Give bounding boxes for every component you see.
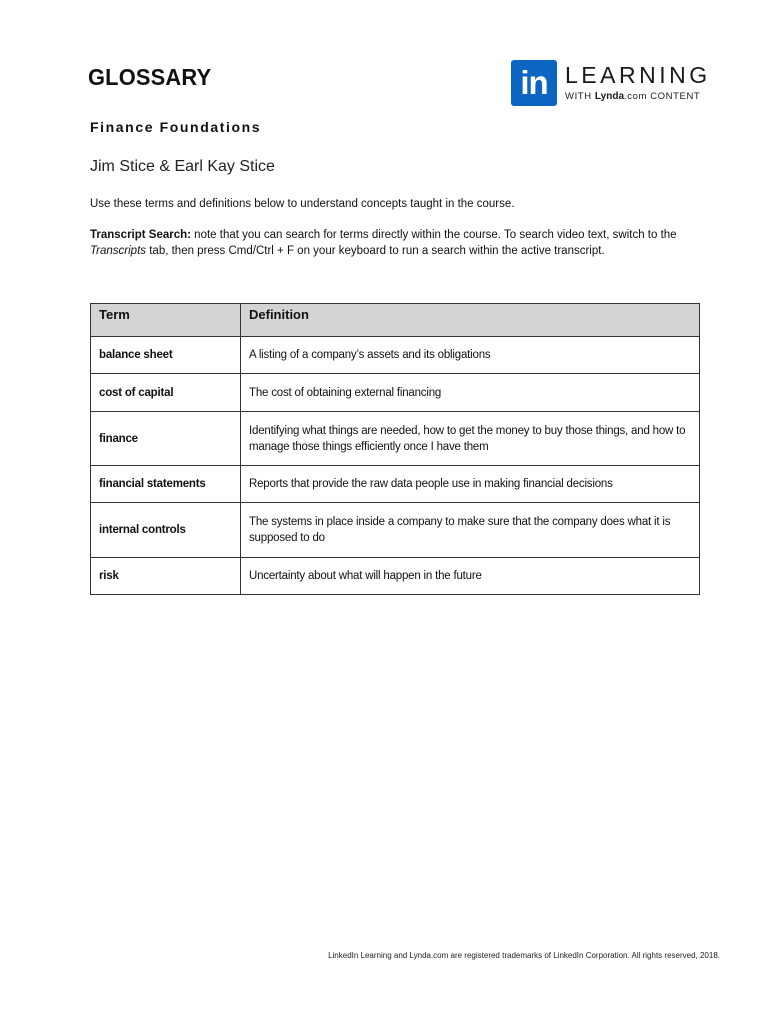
table-row (91, 337, 700, 374)
column-header-term: Term (91, 304, 241, 337)
definition-cell: A listing of a company’s assets and its obligations (241, 337, 700, 374)
footer-trademark: LinkedIn Learning and Lynda.com are registered trademarks of LinkedIn Corporation. All rights reserved, 2018. (328, 951, 720, 960)
transcript-search-text-1: note that you can search for terms directly within the course. To search video text, switch to the (190, 229, 677, 241)
definition-cell: Reports that provide the raw data people use in making financial decisions (241, 466, 700, 503)
definition-cell: Uncertainty about what will happen in the future (241, 558, 700, 595)
logo-tagline-prefix: WITH (565, 91, 595, 102)
transcript-search-text-2: tab, then press Cmd/Ctrl + F on your keyboard to run a search within the active transcript. (146, 244, 605, 257)
table-header-row (91, 304, 700, 337)
logo-tagline-brand: Lynda (594, 91, 624, 102)
term-cell: balance sheet (91, 337, 241, 374)
column-header-definition: Definition (241, 304, 700, 337)
definition-cell: The systems in place inside a company to make sure that the company does what it is supposed to do (241, 503, 700, 558)
course-name: Finance Foundations (90, 119, 262, 135)
logo-tagline (565, 91, 700, 102)
definition-cell: Identifying what things are needed, how to get the money to buy those things, and how to manage those things efficiently once I have them (241, 412, 700, 466)
table-row (91, 412, 700, 466)
term-cell: cost of capital (91, 374, 241, 412)
table-row (91, 558, 700, 595)
intro-text: Use these terms and definitions below to understand concepts taught in the course. (90, 198, 515, 210)
linkedin-icon: in (511, 60, 557, 106)
glossary-table (90, 303, 700, 595)
course-authors: Jim Stice & Earl Kay Stice (90, 158, 275, 175)
transcripts-tab-name: Transcripts (90, 244, 147, 257)
logo-tagline-suffix: .com CONTENT (624, 91, 701, 102)
term-cell: finance (91, 412, 241, 466)
term-cell: risk (91, 558, 241, 595)
term-cell: financial statements (91, 466, 241, 503)
transcript-search-label: Transcript Search: (90, 229, 191, 241)
table-row (91, 374, 700, 412)
transcript-search-note (90, 228, 710, 259)
table-row (91, 466, 700, 503)
definition-cell: The cost of obtaining external financing (241, 374, 700, 412)
term-cell: internal controls (91, 503, 241, 558)
logo-wordmark: LEARNING (565, 62, 711, 88)
linkedin-learning-logo (511, 60, 711, 108)
table-row (91, 503, 700, 558)
page-title: GLOSSARY (88, 64, 212, 90)
